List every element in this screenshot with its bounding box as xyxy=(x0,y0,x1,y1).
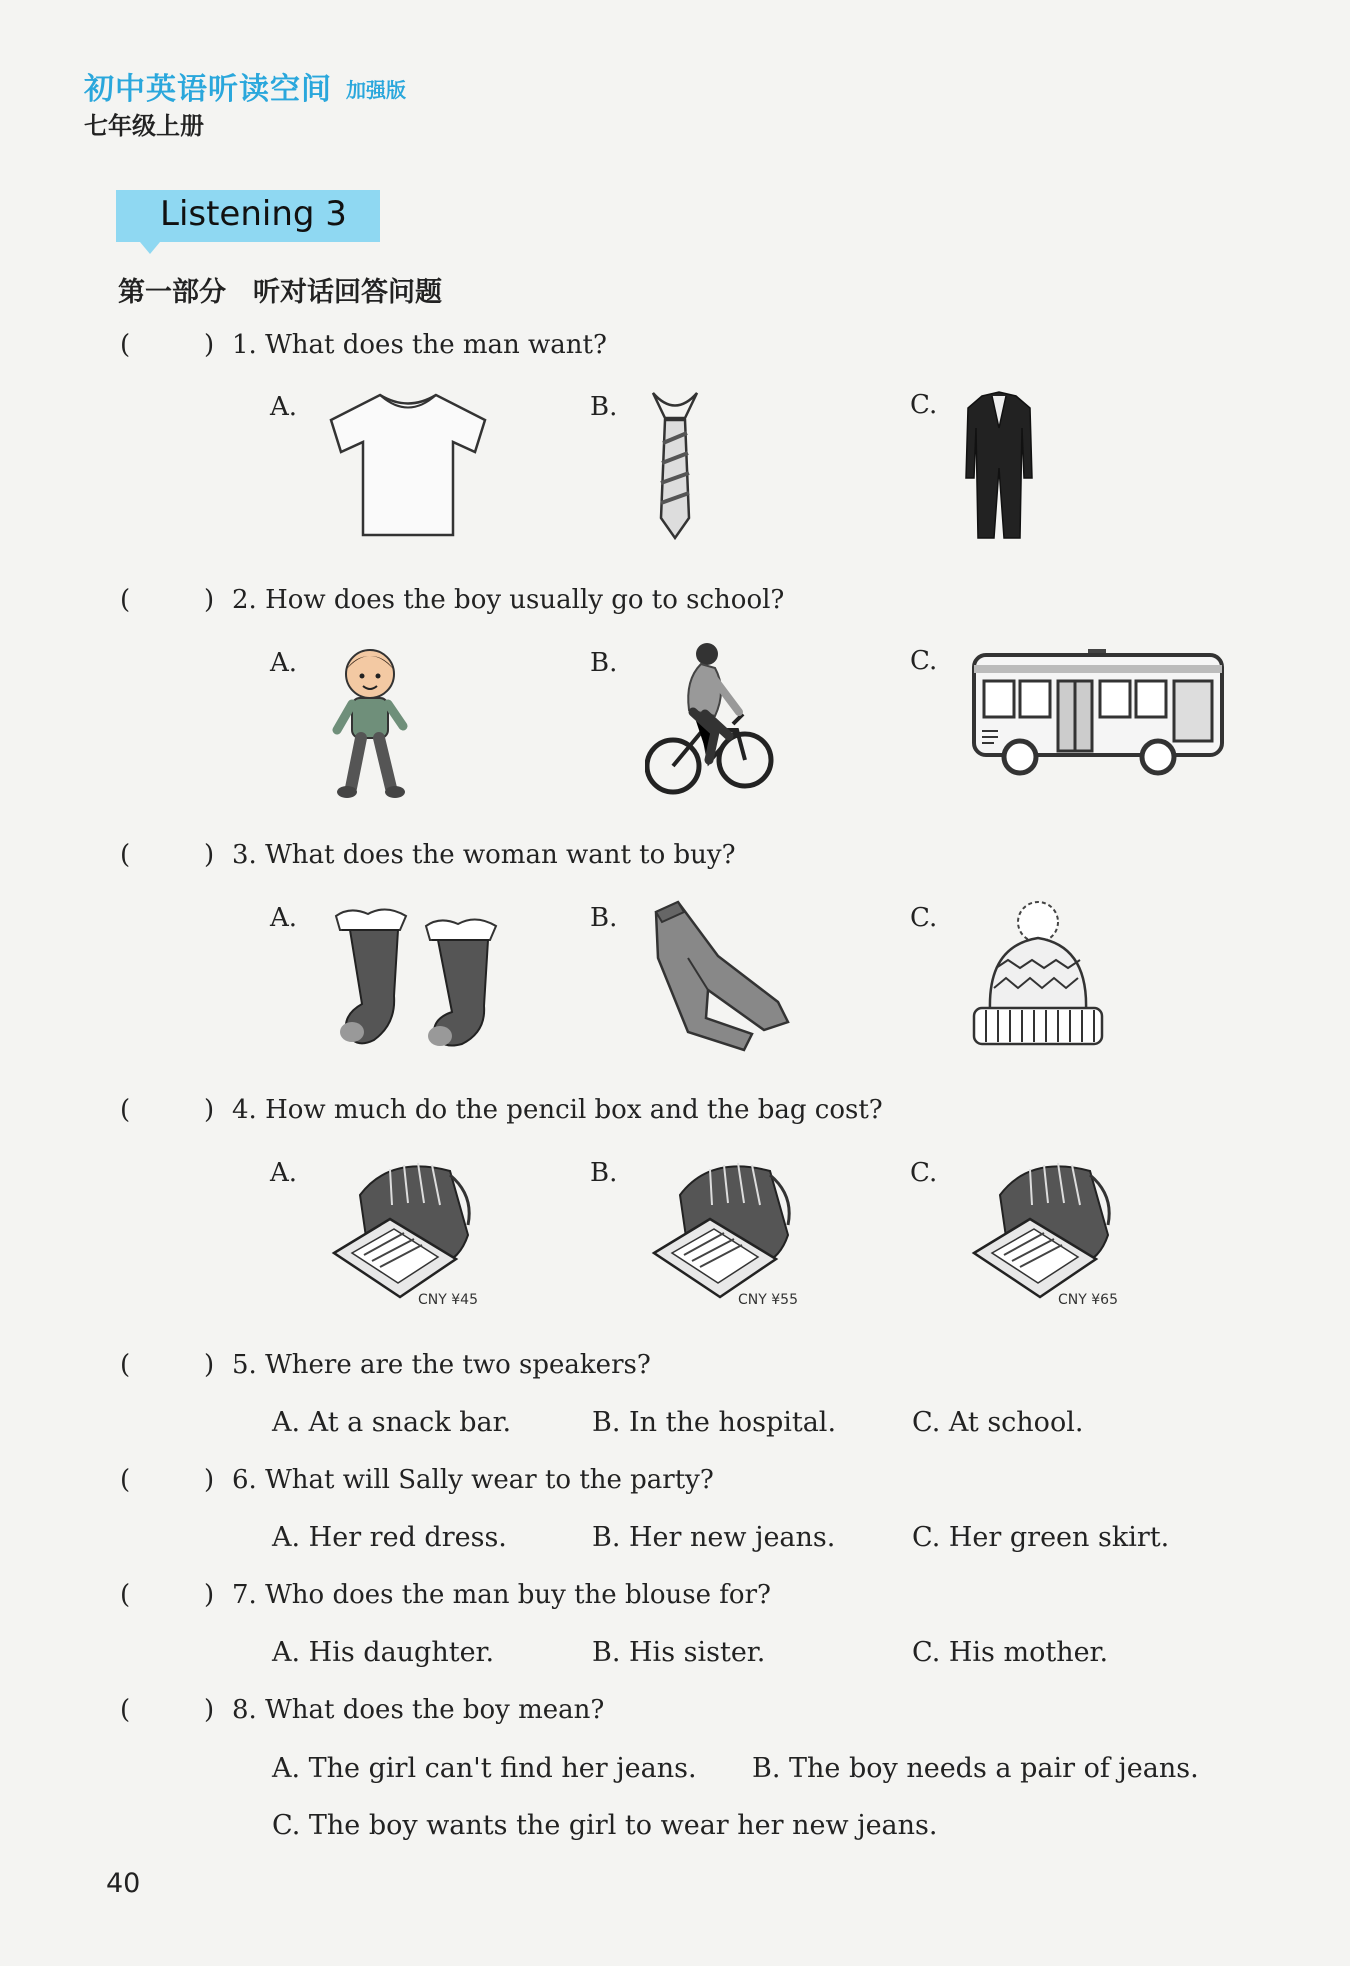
book-title: 初中英语听读空间 xyxy=(84,72,332,107)
option-letter: B. xyxy=(590,1158,618,1188)
t-shirt-icon[interactable] xyxy=(325,390,491,542)
answer-paren-open[interactable]: ( xyxy=(120,840,131,870)
bag-pencil-box-icon[interactable] xyxy=(650,1155,795,1305)
option-c[interactable]: C. At school. xyxy=(912,1407,1084,1438)
option-letter: C. xyxy=(910,390,938,420)
price-label: CNY ¥55 xyxy=(738,1292,798,1308)
listening-title: Listening 3 xyxy=(160,194,347,234)
walking-boy-icon[interactable] xyxy=(325,642,415,802)
price-label: CNY ¥65 xyxy=(1058,1292,1118,1308)
section-title: 第一部分 听对话回答问题 xyxy=(118,277,442,308)
trousers-icon[interactable] xyxy=(648,898,798,1053)
option-c[interactable]: C. His mother. xyxy=(912,1637,1109,1668)
bicycle-rider-icon[interactable] xyxy=(645,640,775,800)
option-c[interactable]: C. Her green skirt. xyxy=(912,1522,1170,1553)
answer-paren-close: ) xyxy=(204,1465,215,1495)
option-letter: B. xyxy=(590,648,618,678)
option-a[interactable]: A. At a snack bar. xyxy=(272,1407,512,1438)
answer-paren-close: ) xyxy=(204,585,215,615)
option-a[interactable]: A. The girl can't find her jeans. xyxy=(272,1753,697,1784)
banner-notch xyxy=(140,242,160,254)
answer-paren-open[interactable]: ( xyxy=(120,1465,131,1495)
question-text: 1. What does the man want? xyxy=(232,330,607,360)
answer-paren-close: ) xyxy=(204,1350,215,1380)
answer-paren-open[interactable]: ( xyxy=(120,585,131,615)
answer-paren-close: ) xyxy=(204,1580,215,1610)
answer-paren-close: ) xyxy=(204,840,215,870)
option-b[interactable]: B. The boy needs a pair of jeans. xyxy=(752,1753,1199,1784)
option-letter: B. xyxy=(590,392,618,422)
knit-hat-icon[interactable] xyxy=(968,898,1108,1050)
question-text: 3. What does the woman want to buy? xyxy=(232,840,736,870)
bag-pencil-box-icon[interactable] xyxy=(330,1155,475,1305)
socks-icon[interactable] xyxy=(330,900,510,1050)
answer-paren-open[interactable]: ( xyxy=(120,1350,131,1380)
price-label: CNY ¥45 xyxy=(418,1292,478,1308)
option-c[interactable]: C. The boy wants the girl to wear her new jeans. xyxy=(272,1810,938,1841)
option-letter: A. xyxy=(270,1158,298,1188)
question-text: 7. Who does the man buy the blouse for? xyxy=(232,1580,771,1610)
question-text: 6. What will Sally wear to the party? xyxy=(232,1465,714,1495)
answer-paren-open[interactable]: ( xyxy=(120,1580,131,1610)
suit-icon[interactable] xyxy=(962,388,1036,544)
bag-pencil-box-icon[interactable] xyxy=(970,1155,1115,1305)
option-a[interactable]: A. His daughter. xyxy=(272,1637,495,1668)
option-b[interactable]: B. In the hospital. xyxy=(592,1407,837,1438)
option-letter: A. xyxy=(270,648,298,678)
answer-paren-open[interactable]: ( xyxy=(120,1695,131,1725)
option-a[interactable]: A. Her red dress. xyxy=(272,1522,507,1553)
tie-icon[interactable] xyxy=(645,388,705,544)
option-letter: A. xyxy=(270,903,298,933)
option-letter: A. xyxy=(270,392,298,422)
option-b[interactable]: B. His sister. xyxy=(592,1637,766,1668)
option-letter: C. xyxy=(910,903,938,933)
grade-label: 七年级上册 xyxy=(84,112,204,140)
answer-paren-open[interactable]: ( xyxy=(120,330,131,360)
bus-icon[interactable] xyxy=(970,645,1230,780)
question-text: 4. How much do the pencil box and the bag cost? xyxy=(232,1095,883,1125)
question-text: 5. Where are the two speakers? xyxy=(232,1350,651,1380)
answer-paren-close: ) xyxy=(204,1695,215,1725)
answer-paren-close: ) xyxy=(204,330,215,360)
question-text: 8. What does the boy mean? xyxy=(232,1695,605,1725)
option-letter: C. xyxy=(910,1158,938,1188)
book-edition: 加强版 xyxy=(346,78,406,102)
option-letter: C. xyxy=(910,646,938,676)
option-letter: B. xyxy=(590,903,618,933)
question-text: 2. How does the boy usually go to school? xyxy=(232,585,785,615)
option-b[interactable]: B. Her new jeans. xyxy=(592,1522,836,1553)
page-number: 40 xyxy=(106,1868,141,1899)
answer-paren-open[interactable]: ( xyxy=(120,1095,131,1125)
answer-paren-close: ) xyxy=(204,1095,215,1125)
